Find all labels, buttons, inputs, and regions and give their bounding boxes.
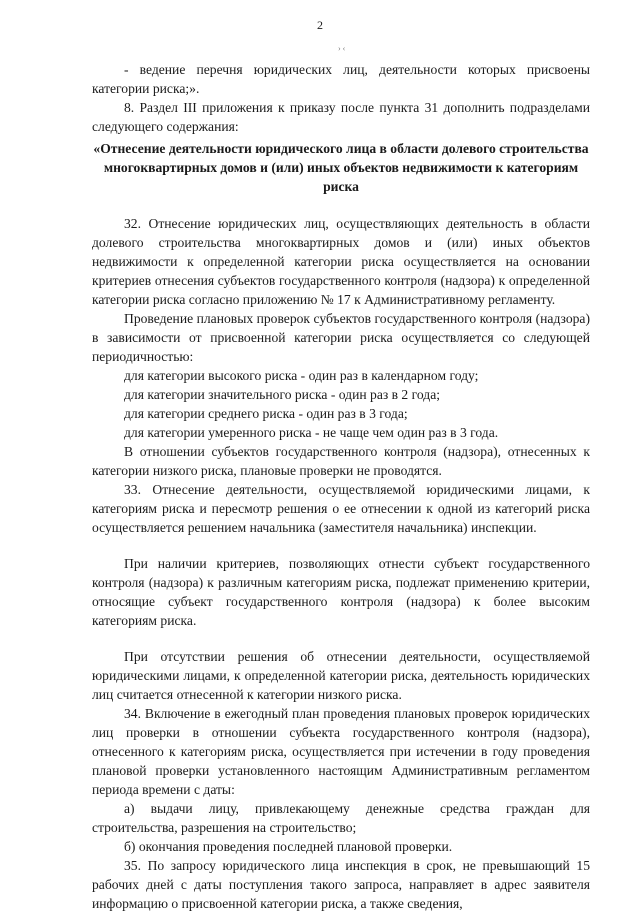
list-item: для категории высокого риска - один раз в календарном году; (124, 368, 479, 383)
paragraph: При наличии критериев, позволяющих отнести субъект государственного контроля (надзора) к различным категориям риска, подлежат применению критерии, относящие субъект государственного контроля (надзора) к более высоким категориям риска. (92, 556, 590, 628)
page-number: 2 (317, 18, 323, 32)
document-body (92, 60, 590, 913)
paragraph: 32. Отнесение юридических лиц, осуществляющих деятельность в области долевого строительства многоквартирных домов и (или) иных объектов недвижимости к определенной категории риска осуществляется на основании критериев отнесения субъектов государственного контроля (надзора) к определенной категории риска согласно приложению № 17 к Административному регламенту. (92, 216, 590, 307)
section-heading: «Отнесение деятельности юридического лица в области долевого строительства многоквартирных домов и (или) иных объектов недвижимости к категориям риска (93, 141, 589, 194)
margin-mark: › ‹ (338, 44, 346, 53)
paragraph: а) выдачи лицу, привлекающему денежные средства граждан для строительства, разрешения на строительство; (92, 801, 590, 835)
paragraph: - ведение перечня юридических лиц, деятельности которых присвоены категории риска;». (92, 62, 590, 96)
paragraph: В отношении субъектов государственного контроля (надзора), отнесенных к категории низкого риска, плановые проверки не проводятся. (92, 444, 590, 478)
paragraph: 35. По запросу юридического лица инспекция в срок, не превышающий 15 рабочих дней с даты поступления такого запроса, направляет в адрес заявителя информацию о присвоенной категории риска, а также сведения, (92, 858, 590, 911)
paragraph: б) окончания проведения последней плановой проверки. (124, 839, 453, 854)
paragraph: 34. Включение в ежегодный план проведения плановых проверок юридических лиц проверки в отношении субъекта государственного контроля (надзора), отнесенного к категориям риска, осуществляется при истечении в году проведения плановой проверки установленного настоящим Административным регламентом периода времени с даты: (92, 706, 590, 797)
paragraph: При отсутствии решения об отнесении деятельности, осуществляемой юридическими лицами, к определенной категории риска, деятельность юридических лиц считается отнесенной к категории низкого риска. (92, 649, 590, 702)
list-item: для категории умеренного риска - не чаще чем один раз в 3 года. (124, 425, 499, 440)
paragraph: 8. Раздел III приложения к приказу после пункта 31 дополнить подразделами следующего содержания: (92, 100, 590, 134)
list-item: для категории значительного риска - один раз в 2 года; (124, 387, 441, 402)
list-item: для категории среднего риска - один раз в 3 года; (124, 406, 408, 421)
paragraph: 33. Отнесение деятельности, осуществляемой юридическими лицами, к категориям риска и пересмотр решения о ее отнесении к одной из категорий риска осуществляется решением начальника (заместителя начальника) инспекции. (92, 482, 590, 535)
paragraph: Проведение плановых проверок субъектов государственного контроля (надзора) в зависимости от присвоенной категории риска осуществляется со следующей периодичностью: (92, 311, 590, 364)
